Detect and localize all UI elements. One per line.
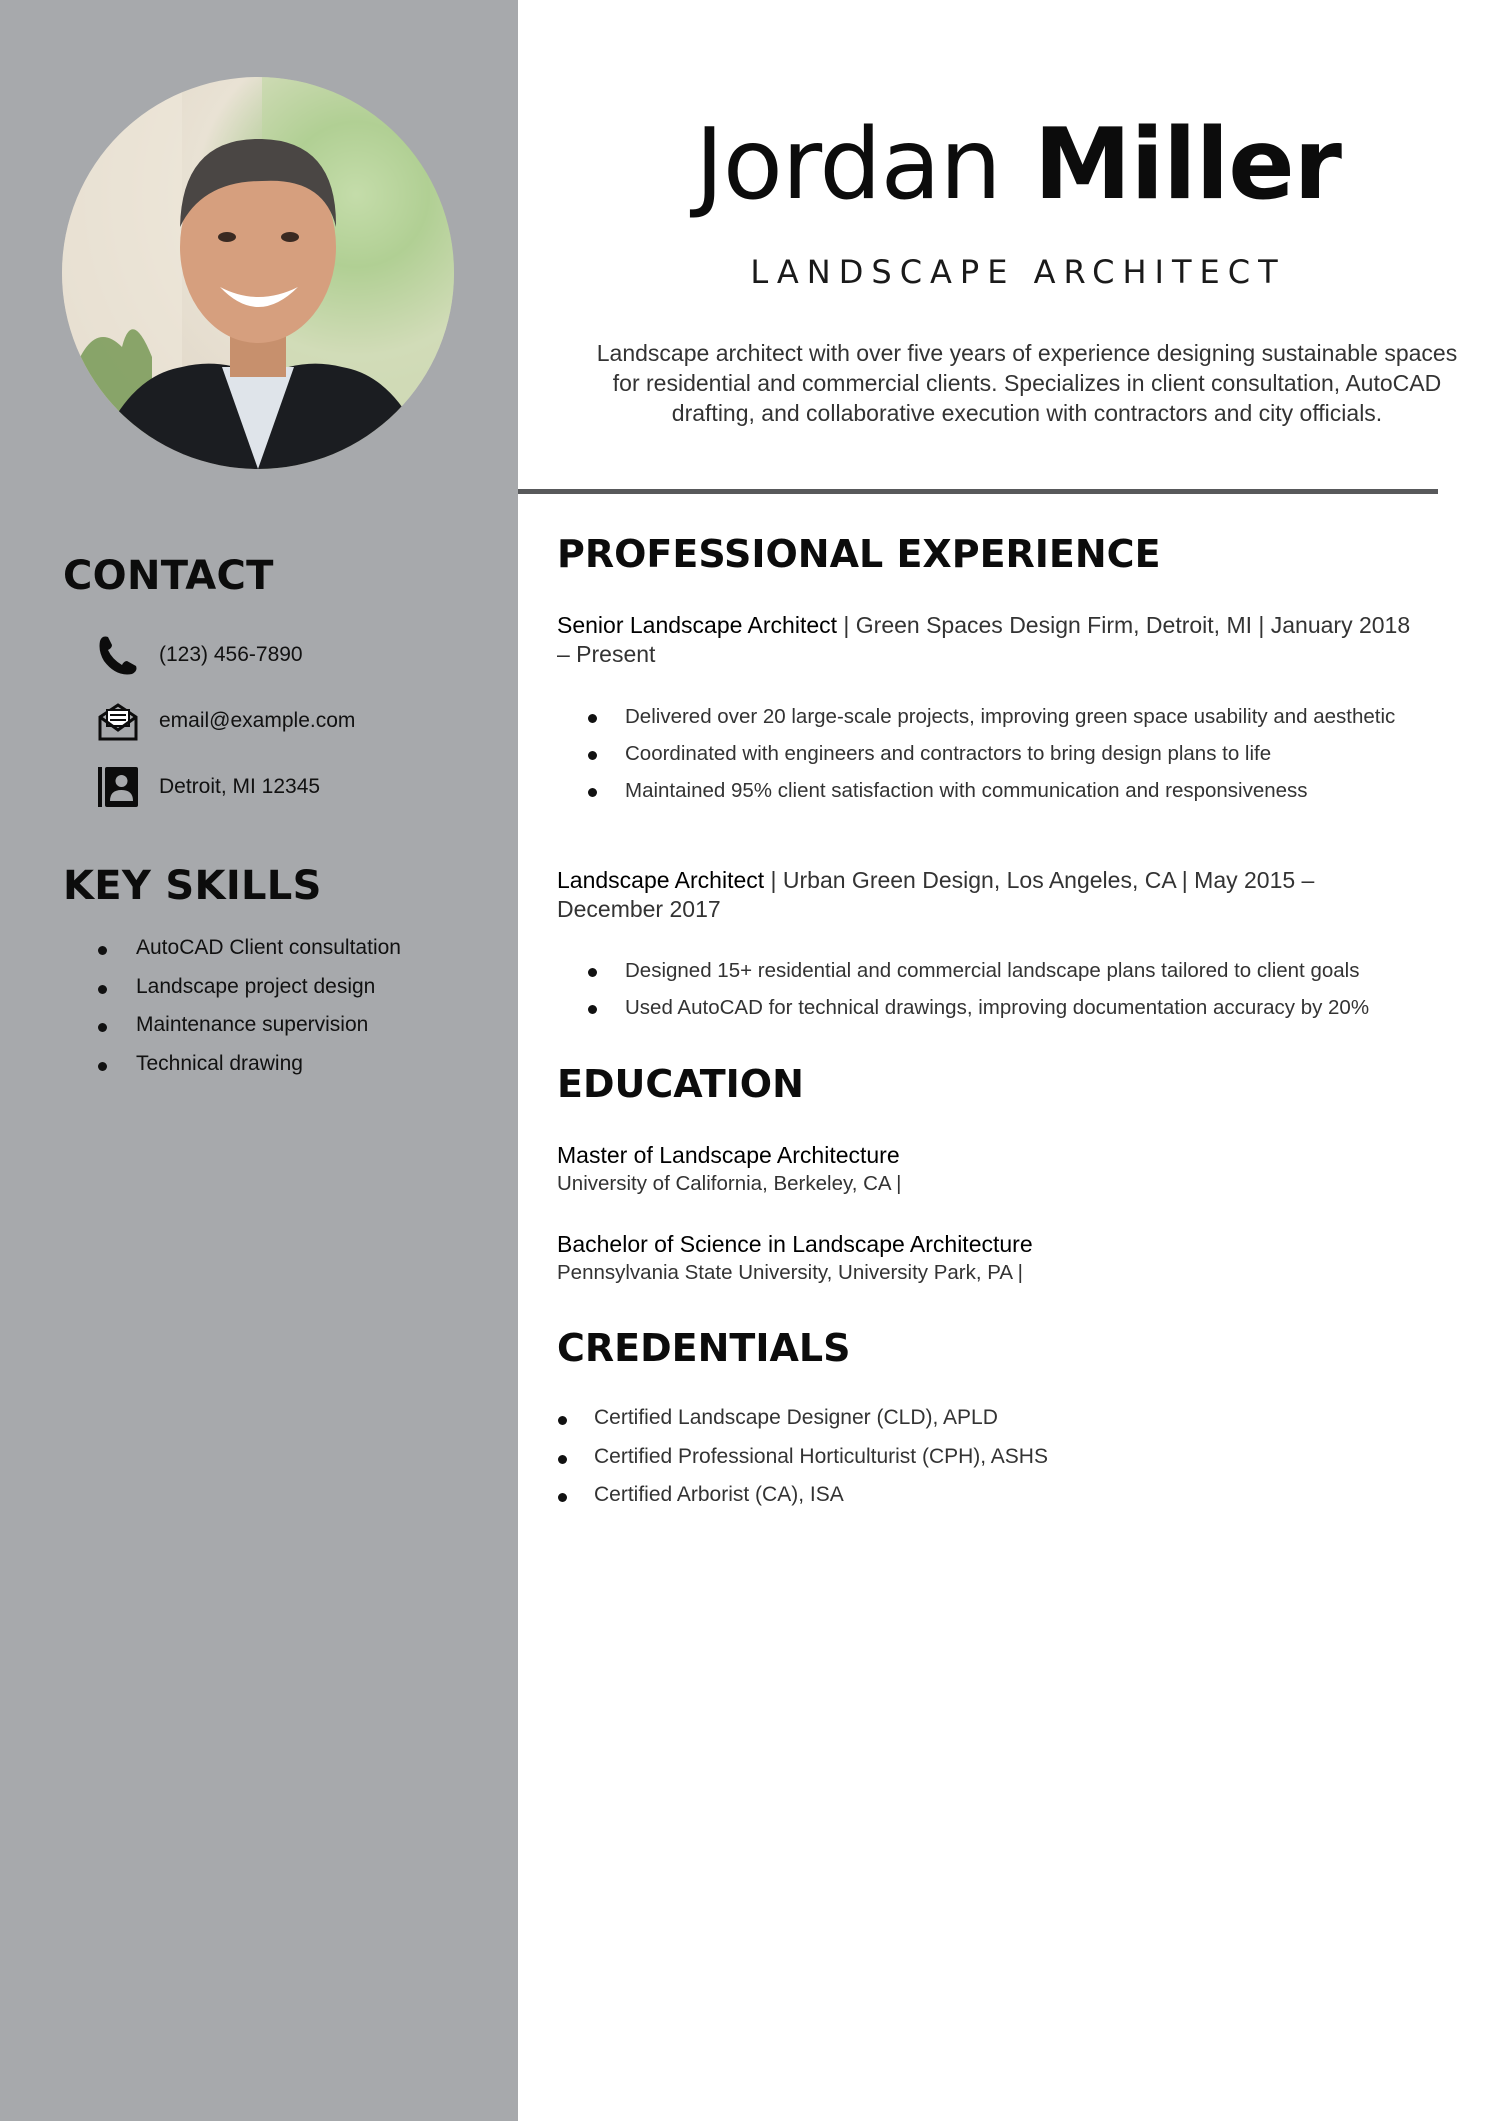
job-bullet: Maintained 95% client satisfaction with communication and responsiveness bbox=[585, 778, 1435, 804]
skill-item: AutoCAD Client consultation bbox=[96, 936, 401, 975]
candidate-name bbox=[518, 108, 1500, 222]
phone-icon bbox=[96, 633, 140, 677]
education-entry bbox=[557, 1230, 1417, 1287]
key-skills-heading: KEY SKILLS bbox=[63, 863, 322, 909]
school: Pennsylvania State University, University Park, PA | bbox=[557, 1261, 1023, 1284]
credential-item: Certified Professional Horticulturist (CPH), ASHS bbox=[557, 1445, 1048, 1484]
education-entry bbox=[557, 1141, 1417, 1198]
job-bullet: Coordinated with engineers and contractors to bring design plans to life bbox=[585, 741, 1435, 767]
job-title: LANDSCAPE ARCHITECT bbox=[750, 253, 1286, 291]
job-role: Landscape Architect bbox=[557, 867, 765, 893]
address-text: Detroit, MI 12345 bbox=[159, 775, 321, 798]
profile-photo bbox=[62, 77, 454, 469]
envelope-icon bbox=[96, 699, 140, 743]
job-bullets bbox=[585, 704, 1435, 815]
summary: Landscape architect with over five years of experience designing sustainable spaces for residential and commercial clients. Specializes in client consultation, AutoCAD drafting, and collaborative execution with contractors and city officials. bbox=[596, 340, 1458, 426]
job-details: | Urban Green Design, Los Angeles, CA | May 2015 – December 2017 bbox=[557, 867, 1315, 922]
header-divider bbox=[518, 489, 1438, 494]
credential-item: Certified Landscape Designer (CLD), APLD bbox=[557, 1406, 1048, 1445]
portrait-illustration bbox=[62, 77, 454, 469]
education-heading: EDUCATION bbox=[557, 1062, 804, 1106]
experience-heading: PROFESSIONAL EXPERIENCE bbox=[557, 532, 1161, 576]
contact-heading: CONTACT bbox=[63, 553, 274, 599]
skill-item: Technical drawing bbox=[96, 1052, 401, 1091]
job-header bbox=[557, 611, 1417, 669]
job-bullet: Delivered over 20 large-scale projects, improving green space usability and aesthetic bbox=[585, 704, 1435, 730]
job-header bbox=[557, 866, 1417, 924]
school: University of California, Berkeley, CA | bbox=[557, 1172, 902, 1195]
job-bullet: Used AutoCAD for technical drawings, improving documentation accuracy by 20% bbox=[585, 995, 1435, 1021]
address-book-icon bbox=[96, 765, 140, 809]
credentials-heading: CREDENTIALS bbox=[557, 1326, 851, 1370]
skill-item: Landscape project design bbox=[96, 975, 401, 1014]
first-name: Jordan bbox=[694, 108, 1001, 222]
skills-list bbox=[96, 936, 401, 1090]
contact-email bbox=[96, 697, 496, 745]
job-bullets bbox=[585, 958, 1435, 1032]
sidebar bbox=[0, 0, 518, 2121]
contact-phone bbox=[96, 631, 496, 679]
credentials-list bbox=[557, 1406, 1048, 1522]
job-bullet: Designed 15+ residential and commercial landscape plans tailored to client goals bbox=[585, 958, 1435, 984]
skill-item: Maintenance supervision bbox=[96, 1013, 401, 1052]
job-details: | Green Spaces Design Firm, Detroit, MI | January 2018 – Present bbox=[557, 612, 1411, 667]
job-role: Senior Landscape Architect bbox=[557, 612, 838, 638]
credential-item: Certified Arborist (CA), ISA bbox=[557, 1483, 1048, 1522]
last-name: Miller bbox=[1033, 108, 1342, 222]
degree: Bachelor of Science in Landscape Architecture bbox=[557, 1231, 1033, 1257]
email-text: email@example.com bbox=[159, 709, 356, 732]
phone-text: (123) 456-7890 bbox=[159, 643, 303, 666]
contact-address bbox=[96, 763, 496, 811]
degree: Master of Landscape Architecture bbox=[557, 1142, 900, 1168]
